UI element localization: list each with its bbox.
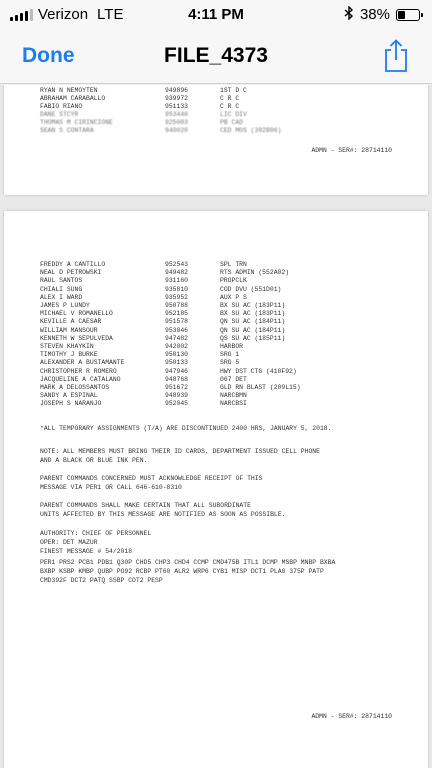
tax-number: 950130 [165, 351, 189, 359]
tax-number: 953046 [165, 326, 189, 334]
tax-number: 947482 [165, 334, 189, 342]
tax-number: 940020 [165, 127, 189, 134]
serial-number: ADMN - SER#: 28714110 [311, 147, 392, 154]
tax-number: 948939 [165, 392, 189, 400]
member-name: TIMOTHY J BURKE [40, 351, 98, 359]
battery-percent: 38% [359, 6, 390, 23]
member-name: THOMAS M CIRINCIONE [40, 119, 113, 126]
member-name: FREDDY A CANTILLO [40, 261, 106, 268]
status-bar [0, 0, 432, 30]
assignment: NARCBMN [220, 392, 247, 400]
assignment: 067 DET [220, 375, 247, 383]
message-paragraph: NOTE: ALL MEMBERS MUST BRING THEIR ID CARDS, DEPARTMENT ISSUED CELL PHONE AND A BLACK OR BLUE INK PEN. [40, 448, 320, 464]
member-name: CHIALI SUNG [40, 285, 83, 293]
member-name: KEVILLE A CAESAR [40, 318, 102, 326]
member-name: ALEX I WARD [40, 293, 83, 301]
member-name: NEAL D PETROWSKI [40, 269, 102, 277]
member-name: MICHAEL V ROMANELLO [40, 310, 113, 318]
message-paragraph: *ALL TEMPORARY ASSIGNMENTS (T/A) ARE DISCONTINUED 2400 HRS, JANUARY 5, 2018. [40, 425, 332, 432]
assignment: PB CAD [220, 119, 244, 126]
document-page-1 [4, 85, 428, 195]
tax-number: 951578 [165, 318, 189, 326]
battery-icon [396, 9, 420, 21]
tax-number: 947946 [165, 367, 189, 375]
member-name: CHRISTOPHER R ROMERO [40, 367, 117, 375]
tax-number: 939972 [165, 95, 189, 102]
nav-bar [0, 30, 432, 84]
bluetooth-icon [344, 6, 354, 23]
tax-number: 931160 [165, 277, 189, 285]
status-time: 4:11 PM [188, 6, 244, 23]
done-button[interactable]: Done [22, 44, 75, 67]
tax-number: 950788 [165, 302, 189, 309]
tax-number: 951672 [165, 384, 189, 391]
network-label: LTE [97, 6, 124, 23]
tax-number: 949482 [165, 269, 189, 277]
member-name: WILLIAM MANSOUR [40, 326, 98, 334]
assignment: RTS ADMIN (552A02) [220, 269, 290, 277]
assignment: HWY DST CTG (410F92) [220, 367, 297, 375]
member-name: ABRAHAM CARABALLO [40, 95, 106, 102]
tax-number: 952185 [165, 310, 189, 318]
assignment: AUX P S [220, 293, 247, 301]
message-paragraph: AUTHORITY: CHIEF OF PERSONNEL OPER: DET MAZUR FINEST MESSAGE # 54/2018 [40, 530, 152, 555]
assignment: 1ST D C [220, 87, 247, 94]
tax-number: 951133 [165, 103, 189, 110]
tax-number: 953440 [165, 111, 189, 118]
member-name: KENNETH W SEPULVEDA [40, 334, 113, 342]
assignment: HARBOR [220, 343, 244, 350]
tax-number: 942002 [165, 343, 189, 350]
member-name: JAMES P LUNDY [40, 302, 90, 309]
tax-number: 952045 [165, 400, 189, 408]
carrier-label: Verizon [38, 6, 89, 23]
assignment: LIC DIV [220, 111, 247, 118]
assignment: SRG 5 [220, 359, 240, 367]
file-title: FILE_4373 [164, 44, 268, 67]
status-right [344, 6, 420, 23]
member-name: STEVEN KHAYKIN [40, 343, 94, 350]
member-name: RAUL SANTOS [40, 277, 83, 285]
tax-number: 949896 [165, 87, 189, 94]
assignment: BX SU AC (183P11) [220, 310, 286, 318]
assignment: BX SU AC (183P11) [220, 302, 286, 309]
member-name: ALEXANDER A BUSTAMANTE [40, 359, 125, 367]
message-paragraph: PARENT COMMANDS SHALL MAKE CERTAIN THAT ALL SUBORDINATE UNITS AFFECTED BY THIS MESSAGE ARE NOTIFIED AS SOON AS POSSIBLE. [40, 502, 286, 518]
assignment: C R C [220, 103, 240, 110]
serial-number: ADMN - SER#: 28714110 [311, 713, 392, 720]
assignment: COD DVU (551D01) [220, 285, 282, 293]
assignment: CED MOS (392B06) [220, 127, 282, 134]
member-name: RYAN N NEMOYTEN [40, 87, 98, 94]
message-paragraph: PARENT COMMANDS CONCERNED MUST ACKNOWLEDGE RECEIPT OF THIS MESSAGE VIA PER1 OR CALL 646-610-8310 [40, 475, 263, 491]
member-name: JACQUELINE A CATALANO [40, 375, 121, 383]
document-viewer[interactable] [0, 85, 432, 768]
assignment: GLD RN BLAST (209L15) [220, 384, 301, 391]
share-icon [380, 38, 412, 74]
share-button[interactable] [380, 38, 412, 74]
message-paragraph: PER1 PRS2 PCB1 PDB1 Q30P CHD5 CHP3 CHD4 CCMP CMD475B ITL1 DCMP MSBP MNBP BXBA BXBP KSBP KMBP QUBP PO92 RCBP PT60 ALR2 WRP6 CYB1 MISP DCT1 PLA0 375P PATP CMD392F DCT2 PATQ SSBP COT2 PESP [40, 559, 336, 584]
tax-number: 952543 [165, 261, 189, 268]
member-name: SEAN S CONTARA [40, 127, 94, 134]
assignment: C R C [220, 95, 240, 102]
assignment: SRG 1 [220, 351, 240, 359]
assignment: PROPCLK [220, 277, 247, 285]
member-name: JOSEPH S NARANJO [40, 400, 102, 408]
tax-number: 925083 [165, 119, 189, 126]
assignment: QN SU AC (184P11) [220, 326, 286, 334]
member-name: FABIO RIANO [40, 103, 83, 110]
assignment: NARCBSI [220, 400, 247, 408]
member-name: DANE STCYR [40, 111, 79, 118]
member-name: MARK A DELOSSANTOS [40, 384, 110, 391]
assignment: QS SU AC (185P11) [220, 334, 286, 342]
tax-number: 935952 [165, 293, 189, 301]
assignment: SPL TRN [220, 261, 247, 268]
assignment: QN SU AC (184P11) [220, 318, 286, 326]
document-page-2 [4, 211, 428, 768]
tax-number: 950133 [165, 359, 189, 367]
member-name: SANDY A ESPINAL [40, 392, 98, 400]
tax-number: 935810 [165, 285, 189, 293]
tax-number: 948768 [165, 375, 189, 383]
